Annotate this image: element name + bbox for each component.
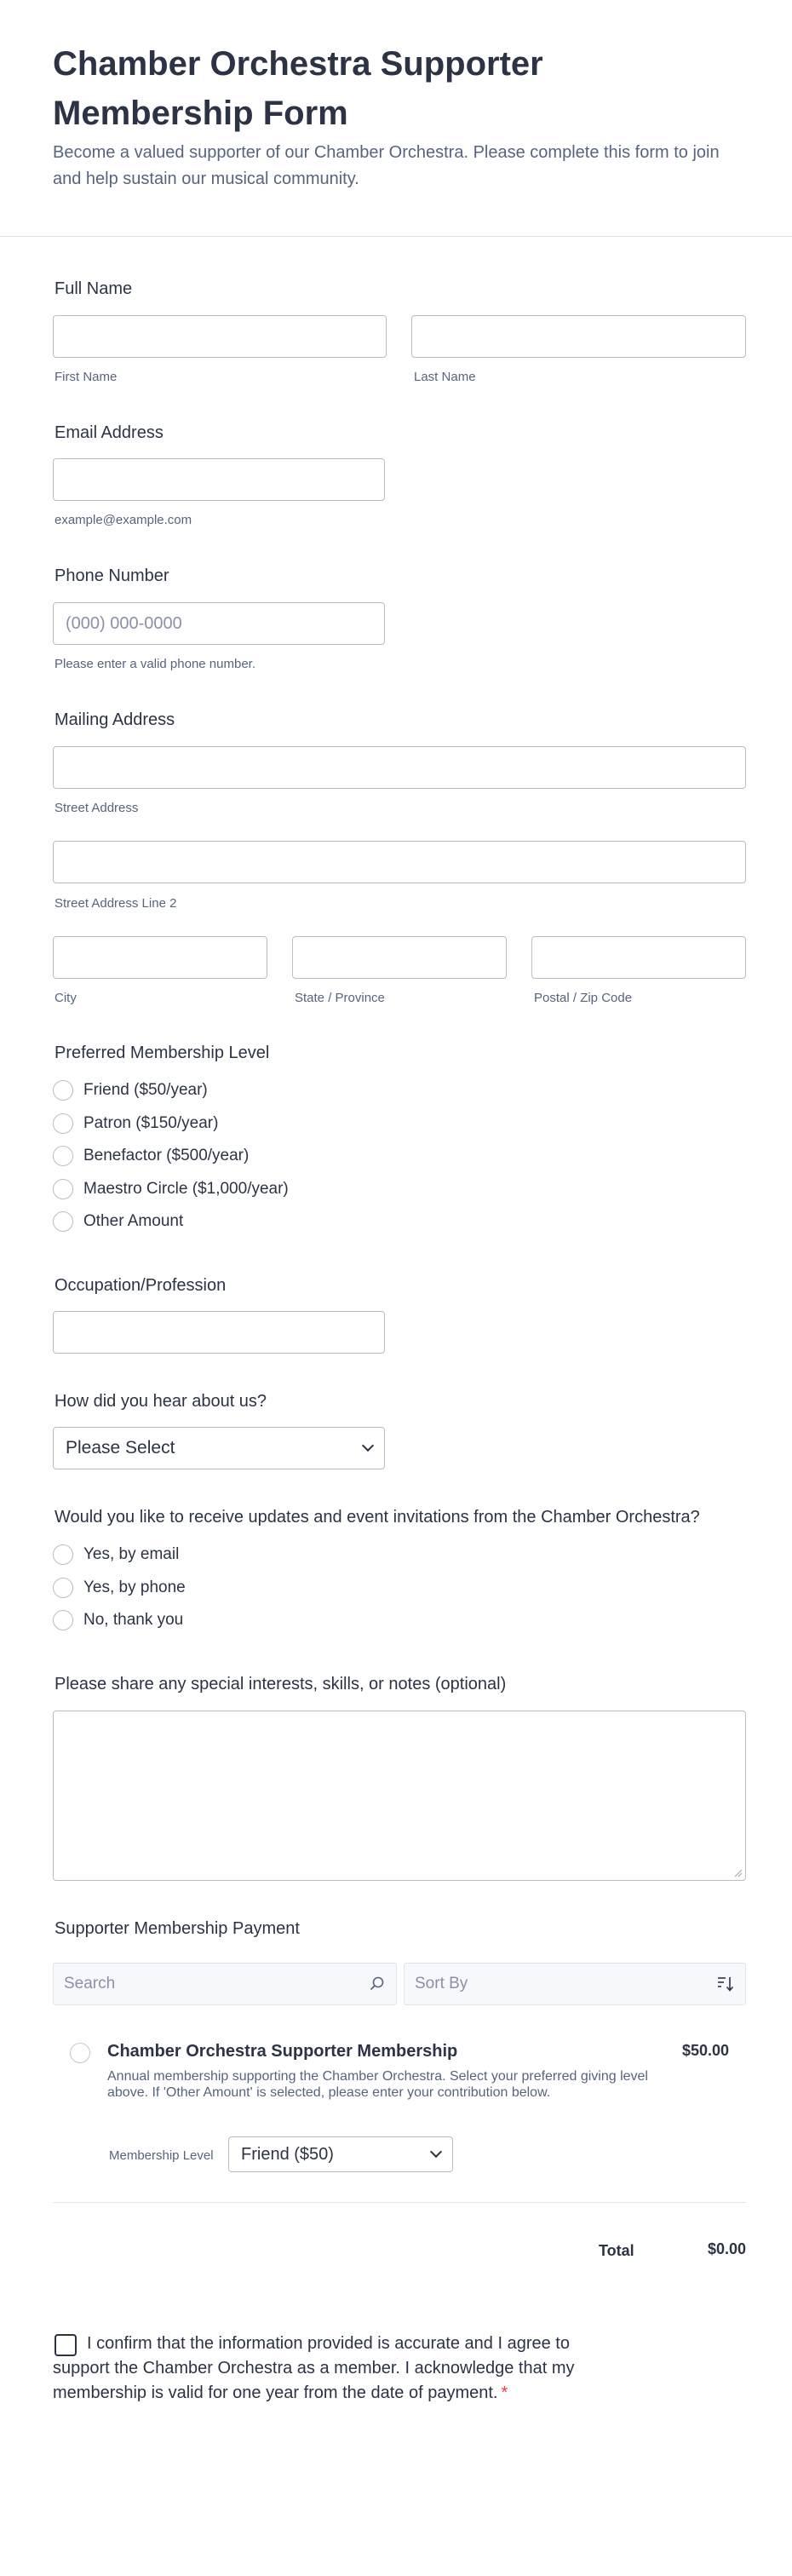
radio-button[interactable]: [53, 1211, 73, 1232]
full-name-label: Full Name: [55, 279, 133, 298]
phone-sublabel: Please enter a valid phone number.: [55, 657, 255, 671]
street-address-2-sublabel: Street Address Line 2: [55, 896, 177, 911]
radio-button[interactable]: [53, 1146, 73, 1166]
zip-input[interactable]: [531, 936, 746, 979]
membership-option-maestro[interactable]: [53, 1177, 289, 1201]
confirm-label: I confirm that the information provided is accurate and I agree to support the Chamber Orchestra as a member. I acknowledge that my membership is valid for one year from the date of payment.: [53, 2334, 575, 2402]
payment-divider: [53, 2202, 746, 2203]
state-input[interactable]: [292, 936, 507, 979]
form-title: Chamber Orchestra Supporter Membership Form: [53, 45, 543, 132]
notes-label: Please share any special interests, skills, or notes (optional): [55, 1675, 507, 1693]
first-name-sublabel: First Name: [55, 370, 118, 384]
city-sublabel: City: [55, 991, 77, 1005]
updates-option-email[interactable]: [53, 1543, 179, 1567]
zip-sublabel: Postal / Zip Code: [534, 991, 633, 1005]
resize-handle-icon[interactable]: [734, 1869, 743, 1877]
first-name-input[interactable]: [53, 315, 387, 358]
radio-label: Benefactor ($500/year): [83, 1147, 250, 1164]
updates-option-no[interactable]: [53, 1608, 183, 1632]
radio-button[interactable]: [53, 1610, 73, 1630]
state-sublabel: State / Province: [295, 991, 385, 1005]
referral-select[interactable]: [53, 1427, 385, 1469]
radio-button[interactable]: [53, 1544, 73, 1565]
phone-input[interactable]: [53, 602, 385, 645]
confirm-text: [53, 2332, 615, 2406]
notes-textarea[interactable]: [53, 1711, 746, 1881]
membership-level-select[interactable]: [228, 2136, 453, 2172]
street-address-input[interactable]: [53, 746, 746, 789]
radio-label: Yes, by phone: [83, 1578, 186, 1596]
required-marker: *: [501, 2383, 508, 2402]
address-label: Mailing Address: [55, 710, 175, 729]
membership-option-other[interactable]: [53, 1210, 183, 1233]
membership-option-friend[interactable]: [53, 1078, 208, 1102]
updates-option-phone[interactable]: [53, 1576, 186, 1600]
total-label: Total: [599, 2242, 634, 2259]
street-address-2-input[interactable]: [53, 841, 746, 883]
radio-label: Yes, by email: [83, 1545, 180, 1563]
search-placeholder: Search: [64, 1975, 116, 1992]
sort-placeholder: Sort By: [415, 1975, 468, 1992]
chevron-down-icon: [362, 1440, 374, 1452]
referral-label: How did you hear about us?: [55, 1392, 267, 1411]
product-search-input[interactable]: [53, 1963, 397, 2005]
membership-level-label: Preferred Membership Level: [55, 1044, 270, 1062]
sort-icon[interactable]: [716, 1975, 735, 1993]
form-description: Become a valued supporter of our Chamber Orchestra. Please complete this form to join and help sustain our musical community.: [53, 143, 720, 188]
last-name-sublabel: Last Name: [414, 370, 476, 384]
membership-level-selected-value: Friend ($50): [241, 2144, 334, 2164]
last-name-input[interactable]: [411, 315, 746, 358]
email-input[interactable]: [53, 458, 385, 501]
product-description: Annual membership supporting the Chamber Orchestra. Select your preferred giving level above. If 'Other Amount' is selected, please enter your contribution below.: [107, 2069, 648, 2100]
product-price: $50.00: [681, 2042, 729, 2059]
radio-button[interactable]: [53, 1578, 73, 1598]
total-value: $0.00: [707, 2240, 746, 2257]
email-label: Email Address: [55, 423, 164, 442]
membership-option-benefactor[interactable]: [53, 1144, 249, 1168]
city-input[interactable]: [53, 936, 267, 979]
radio-label: No, thank you: [83, 1611, 184, 1629]
form-header: [0, 0, 792, 237]
search-icon[interactable]: [369, 1975, 386, 1992]
chevron-down-icon: [430, 2146, 442, 2158]
occupation-input[interactable]: [53, 1311, 385, 1354]
radio-button[interactable]: [53, 1179, 73, 1199]
radio-label: Friend ($50/year): [83, 1081, 208, 1099]
payment-label: Supporter Membership Payment: [55, 1919, 300, 1938]
referral-selected-value: Please Select: [66, 1438, 175, 1458]
updates-label: Would you like to receive updates and event invitations from the Chamber Orchestra?: [55, 1508, 700, 1527]
radio-label: Patron ($150/year): [83, 1114, 219, 1132]
membership-option-label: Membership Level: [109, 2148, 214, 2163]
radio-label: Maestro Circle ($1,000/year): [83, 1180, 289, 1198]
membership-option-patron[interactable]: [53, 1112, 218, 1136]
radio-label: Other Amount: [83, 1212, 184, 1230]
product-select-radio[interactable]: [70, 2043, 90, 2063]
street-address-sublabel: Street Address: [55, 801, 139, 815]
phone-label: Phone Number: [55, 566, 169, 585]
radio-button[interactable]: [53, 1113, 73, 1134]
product-title: Chamber Orchestra Supporter Membership: [107, 2042, 458, 2061]
email-sublabel: example@example.com: [55, 513, 192, 527]
radio-button[interactable]: [53, 1080, 73, 1101]
sort-by-select[interactable]: [404, 1963, 746, 2005]
occupation-label: Occupation/Profession: [55, 1276, 227, 1295]
